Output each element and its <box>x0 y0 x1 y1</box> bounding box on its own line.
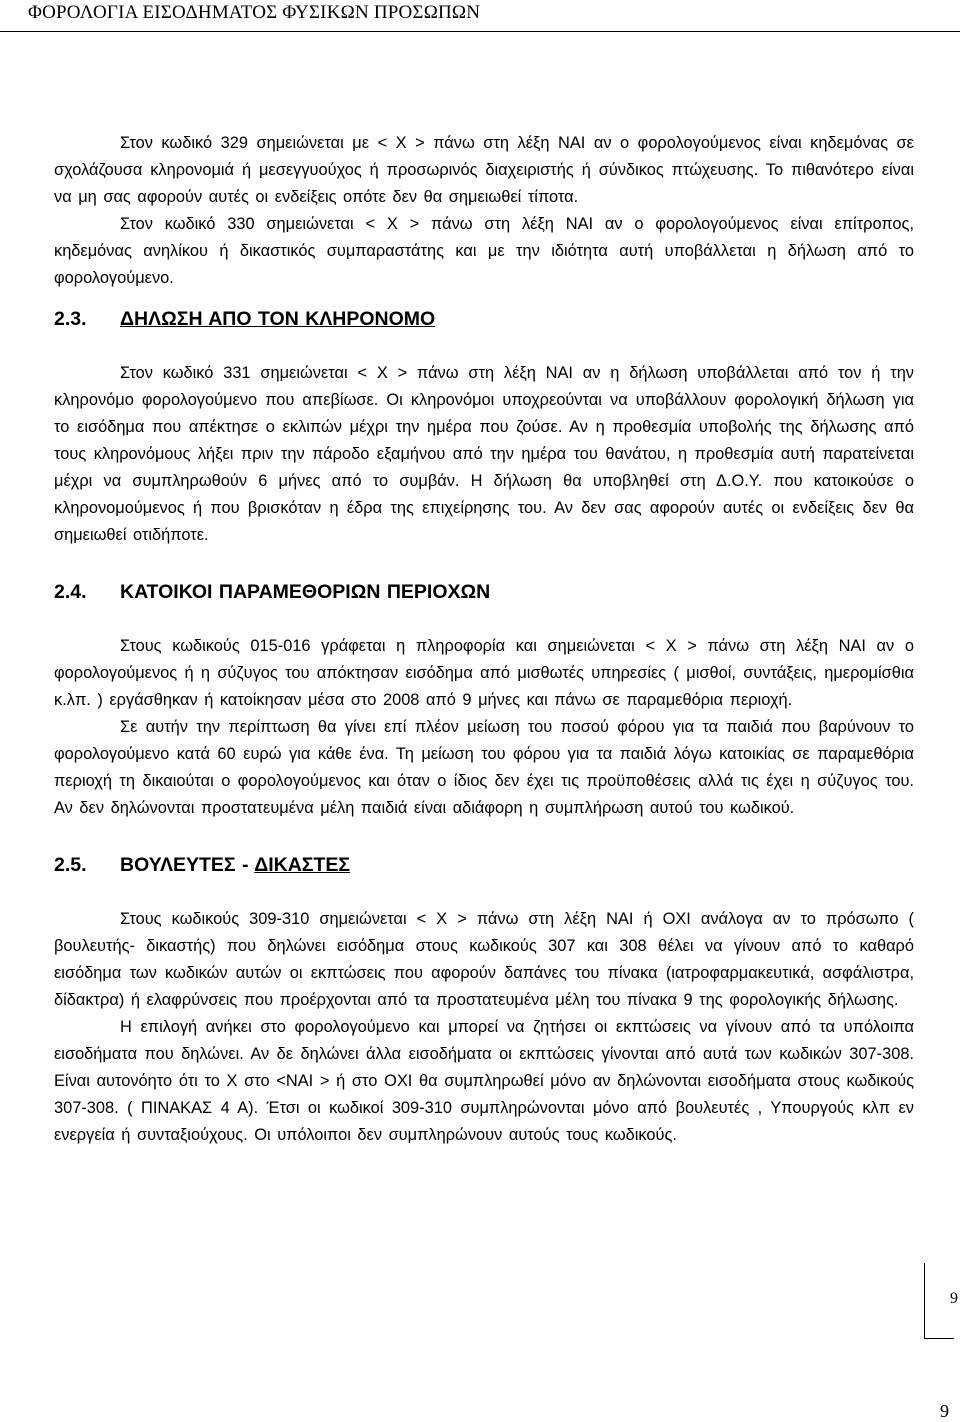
spacer <box>54 822 914 852</box>
paragraph-code-329: Στον κωδικό 329 σημειώνεται με < Χ > πάνω στη λέξη ΝΑΙ αν ο φορολογούμενος είναι κηδεμόνας σε σχολάζουσα κληρονομιά ή μεσεγγυούχος ή προσωρινός διαχειριστής ή σύνδικος πτώχευσης. Το πιθανότερο είναι να μη σας αφορούν αυτές οι ενδείξεις οπότε δεν θα σημειωθεί τίποτα. <box>54 134 914 206</box>
spacer <box>54 333 914 360</box>
page-number-box <box>924 1290 958 1339</box>
section-title: ΚΑΤΟΙΚΟΙ ΠΑΡΑΜΕΘΟΡΙΩΝ ΠΕΡΙΟΧΩΝ <box>120 581 491 603</box>
section-title: ΒΟΥΛΕΥΤΕΣ - <box>120 854 255 876</box>
spacer <box>54 879 914 906</box>
paragraph-deductions-choice: Η επιλογή ανήκει στο φορολογούμενο και μπορεί να ζητήσει οι εκπτώσεις να γίνουν από τα υπόλοιπα εισοδήματα που δηλώνει. Αν δε δηλώνει άλλα εισοδήματα οι εκπτώσεις γίνονται από αυτά των κωδικών 307-308. Είναι αυτονόητο ότι το Χ στο <ΝΑΙ > ή στο ΟΧΙ θα συμπληρωθεί μόνο αν δηλώνονται εισοδήματα στους κωδικούς 307-308. ( ΠΙΝΑΚΑΣ 4 Α). Έτσι οι κωδικοί 309-310 συμπληρώνονται μόνο από βουλευτές , Υπουργούς κλπ εν ενεργεία ή συνταξιούχους. Οι υπόλοιποι δεν συμπληρώνουν αυτούς τους κωδικούς. <box>54 1018 914 1144</box>
paragraph-code-331: Στον κωδικό 331 σημειώνεται < Χ > πάνω στη λέξη ΝΑΙ αν η δήλωση υποβάλλεται από τον ή την κληρονόμο φορολογούμενο που απεβίωσε. Οι κληρονόμοι υποχρεούνται να υποβάλλουν φορολογική δήλωση για το εισόδημα που απέκτησε ο εκλιπών μέχρι την ημέρα που ζούσε. Αν η προθεσμία υποβολής της δήλωσης από τους κληρονόμους λήξει πριν την πάροδο εξαμήνου από την ημέρα του θανάτου, η προθεσμία αυτή παρατείνεται μέχρι να συμπληρωθούν 6 μήνες από το συμβάν. Η δήλωση θα υποβληθεί στη Δ.Ο.Υ. που κατοικούσε ο κληρονομούμενος ή που βρισκόταν η έδρα της επιχείρησης του. Αν δεν σας αφορούν αυτές οι ενδείξεις δεν θα σημειωθεί οτιδήποτε. <box>54 364 914 544</box>
paragraph-code-330: Στον κωδικό 330 σημειώνεται < Χ > πάνω στη λέξη ΝΑΙ αν ο φορολογούμενος είναι επίτροπος, κηδεμόνας ανηλίκου ή δικαστικός συμπαραστάτης και με την ιδιότητα αυτή υποβάλλεται η δήλωση από το φορολογούμενο. <box>54 215 914 287</box>
spacer <box>54 549 914 579</box>
section-number: 2.4. <box>54 581 87 603</box>
section-title: ΔΗΛΩΣΗ ΑΠΟ ΤΟΝ ΚΛΗΡΟΝΟΜΟ <box>120 308 436 330</box>
running-header: ΦΟΡΟΛΟΓΙΑ ΕΙΣΟΔΗΜΑΤΟΣ ΦΥΣΙΚΩΝ ΠΡΟΣΩΠΩΝ <box>28 2 481 23</box>
section-number: 2.3. <box>54 308 87 330</box>
spacer <box>54 606 914 633</box>
section-heading-2-5 <box>54 852 914 879</box>
section-heading-2-4 <box>54 579 914 606</box>
section-heading-2-3 <box>54 306 914 333</box>
page-body <box>54 130 914 1149</box>
paragraph-border-tax-reduction: Σε αυτήν την περίπτωση θα γίνει επί πλέον μείωση του ποσού φόρου για τα παιδιά που βαρύνουν το φορολογούμενο κατά 60 ευρώ για κάθε ένα. Τη μείωση του φόρου για τα παιδιά λόγω κατοικίας σε παραμεθόρια περιοχή τη δικαιούται ο φορολογούμενος και όταν ο ίδιος δεν έχει τις προϋποθέσεις αλλά τις έχει η σύζυγος του. Αν δεν δηλώνονται προστατευμένα μέλη παιδιά είναι αδιάφορη η συμπλήρωση αυτού του κωδικού. <box>54 718 914 817</box>
page-number-top: 9 <box>950 1290 958 1307</box>
section-title-underlined: ΔΙΚΑΣΤΕΣ <box>254 854 351 876</box>
paragraph-code-015-016: Στους κωδικούς 015-016 γράφεται η πληροφορία και σημειώνεται < Χ > πάνω στη λέξη ΝΑΙ αν ο φορολογούμενος ή η σύζυγος του απόκτησαν εισόδημα από μισθωτές υπηρεσίες ( μισθοί, συντάξεις, ημερομίσθια κ.λπ. ) εργάσθηκαν ή κατοίκησαν μέσα στο 2008 από 9 μήνες και πάνω σε παραμεθόρια περιοχή. <box>54 637 914 709</box>
header-rule <box>0 31 960 32</box>
page-number-rule <box>924 1263 925 1339</box>
page-number-footer: 9 <box>940 1401 949 1421</box>
paragraph-code-309-310: Στους κωδικούς 309-310 σημειώνεται < Χ > πάνω στη λέξη ΝΑΙ ή ΟΧΙ ανάλογα αν το πρόσωπο ( βουλευτής- δικαστής) που δηλώνει εισόδημα στους κωδικούς 307 και 308 θέλει να γίνουν από το καθαρό εισόδημα των κωδικών αυτών οι εκπτώσεις που αφορούν δαπάνες του πίνακα (ιατροφαρμακευτικά, ασφάλιστρα, δίδακτρα) ή ελαφρύνσεις που προέρχονται από τα προστατευμένα μέλη του πίνακα 9 της φορολογικής δήλωσης. <box>54 910 914 1009</box>
spacer <box>54 292 914 306</box>
section-number: 2.5. <box>54 854 87 876</box>
